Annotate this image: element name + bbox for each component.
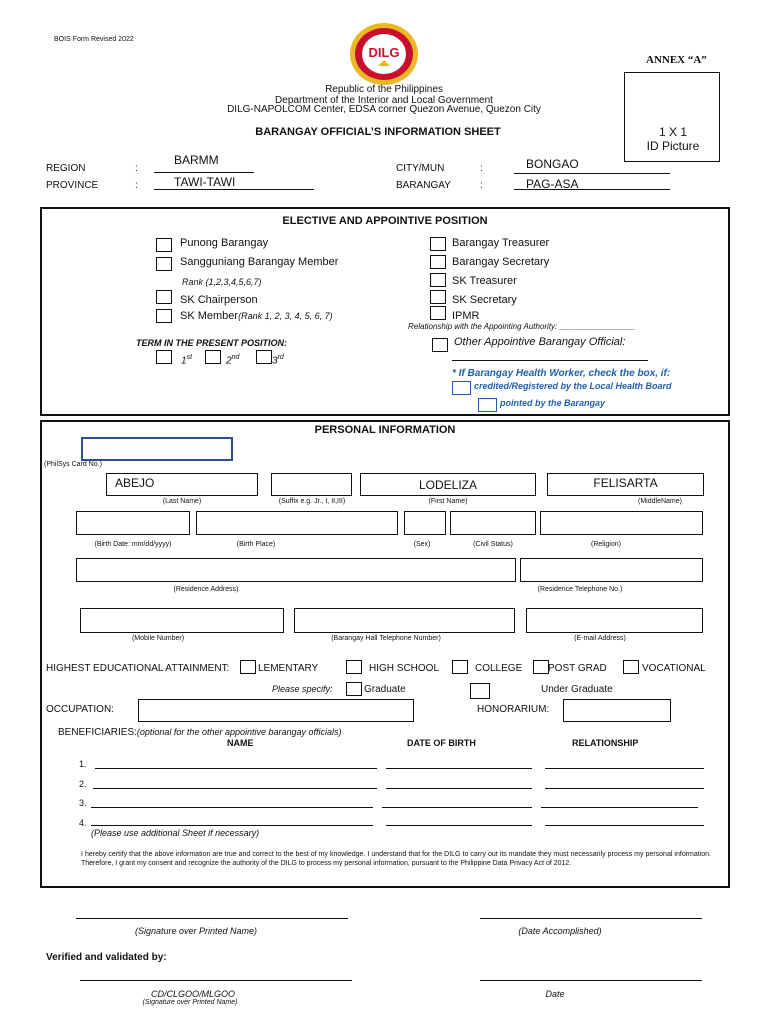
education-label: HIGHEST EDUCATIONAL ATTAINMENT: (46, 663, 230, 674)
beneficiaries-heading (58, 727, 342, 738)
term1-num: 1 (181, 355, 187, 367)
region-colon: : (135, 163, 138, 174)
term-title: TERM IN THE PRESENT POSITION: (136, 338, 288, 348)
row-1-number: 1. (79, 759, 87, 769)
sex-input[interactable] (404, 511, 446, 535)
sk-chair-checkbox[interactable] (156, 290, 172, 304)
bhw-credited-label: credited/Registered by the Local Health Board (474, 381, 672, 391)
graduate-label: Graduate (364, 684, 406, 695)
high-school-checkbox[interactable] (346, 660, 362, 674)
please-specify-label: Please specify: (272, 684, 333, 694)
sk-secretary-label: SK Secretary (452, 294, 517, 306)
birth-date-label: (Birth Date: mm/dd/yyyy) (94, 541, 172, 548)
officer-label: CD/CLGOO/MLGOO (150, 989, 235, 999)
sangguniang-checkbox[interactable] (156, 257, 172, 271)
city-value[interactable]: BONGAO (526, 157, 579, 171)
mobile-input[interactable] (80, 608, 284, 633)
middle-name-input[interactable]: FELISARTA (547, 473, 704, 496)
term3-label (272, 354, 284, 366)
residence-label: (Residence Address) (173, 586, 239, 593)
row-4-number: 4. (79, 818, 87, 828)
middle-name-label: (MiddleName) (638, 498, 682, 505)
form-revision: BOIS Form Revised 2022 (54, 36, 134, 43)
bhw-note: * If Barangay Health Worker, check the box, if: (452, 368, 671, 379)
secretary-label: Barangay Secretary (452, 256, 550, 268)
term3-sup: rd (277, 354, 284, 361)
hall-tel-input[interactable] (294, 608, 515, 633)
page-title: BARANGAY OFFICIAL’S INFORMATION SHEET (255, 126, 501, 138)
term2-label (226, 354, 239, 366)
beneficiaries-label: BENEFICIARIES: (58, 727, 137, 738)
barangay-colon: : (480, 180, 483, 191)
id-size: 1 X 1 (658, 125, 688, 139)
college-label: COLLEGE (475, 663, 523, 674)
bhw-credited-checkbox[interactable] (452, 381, 471, 395)
post-grad-checkbox[interactable] (533, 660, 549, 674)
barangay-value[interactable]: PAG-ASA (526, 177, 579, 191)
ipmr-label: IPMR (452, 310, 480, 322)
honorarium-label: HONORARIUM: (477, 704, 550, 715)
sangguniang-label: Sangguniang Barangay Member (180, 256, 339, 268)
additional-note: (Please use additional Sheet if necessary) (91, 828, 260, 838)
suffix-input[interactable] (271, 473, 352, 496)
date-label: Date (545, 989, 565, 999)
treasurer-checkbox[interactable] (430, 237, 446, 251)
republic-label: Republic of the Philippines (325, 84, 443, 95)
email-label: (E-mail Address) (574, 635, 626, 642)
rank-note: Rank (1,2,3,4,5,6,7) (182, 277, 262, 287)
graduate-checkbox[interactable] (346, 682, 362, 696)
term2-checkbox[interactable] (205, 350, 221, 364)
under-graduate-checkbox[interactable] (470, 683, 490, 699)
college-checkbox[interactable] (452, 660, 468, 674)
bhw-appointed-label: pointed by the Barangay (500, 398, 606, 408)
birth-date-input[interactable] (76, 511, 190, 535)
post-grad-label: POST GRAD (548, 663, 607, 674)
civil-status-input[interactable] (450, 511, 536, 535)
sk-member-checkbox[interactable] (156, 309, 172, 323)
last-name-label: (Last Name) (162, 498, 202, 505)
col-name: NAME (227, 738, 254, 748)
certification-text: I hereby certify that the above information are true and correct to the best of my knowledge. I understand that for the DILG to carry out its mandate they must necessarily process my personal information. Therefore, I grant my consent and recognize the authority of the DILG to process my personal information, pursuant to the Philippine Data Privacy Act of 2012. (81, 851, 711, 867)
residence-input[interactable] (76, 558, 516, 582)
ipmr-checkbox[interactable] (430, 306, 446, 320)
mobile-label: (Mobile Number) (131, 635, 185, 642)
religion-label: (Religion) (591, 541, 621, 548)
annex-label: ANNEX “A” (646, 54, 707, 66)
term1-sup: st (186, 354, 193, 361)
bhw-appointed-checkbox[interactable] (478, 398, 497, 412)
philsys-input[interactable] (81, 437, 233, 461)
civil-status-label: (Civil Status) (473, 541, 513, 548)
region-label: REGION (46, 163, 86, 174)
barangay-label: BARANGAY (396, 180, 451, 191)
region-value[interactable]: BARMM (174, 153, 219, 167)
hall-tel-label: (Barangay Hall Telephone Number) (331, 635, 441, 642)
row-3-number: 3. (79, 798, 87, 808)
relationship-label: Relationship with the Appointing Authority: _________________ (408, 322, 636, 331)
col-dob: DATE OF BIRTH (407, 738, 476, 748)
term3-checkbox[interactable] (256, 350, 272, 364)
svg-text:DILG: DILG (368, 45, 400, 60)
under-graduate-label: Under Graduate (541, 684, 613, 695)
vocational-checkbox[interactable] (623, 660, 639, 674)
email-input[interactable] (526, 608, 703, 633)
first-name-label: (First Name) (428, 498, 468, 505)
birth-place-label: (Birth Place) (236, 541, 276, 548)
res-tel-label: (Residence Telephone No.) (537, 586, 623, 593)
elementary-checkbox[interactable] (240, 660, 256, 674)
signature-label: (Signature over Printed Name) (134, 926, 258, 936)
punong-checkbox[interactable] (156, 238, 172, 252)
province-value[interactable]: TAWI-TAWI (174, 175, 236, 189)
birth-place-input[interactable] (196, 511, 398, 535)
res-tel-input[interactable] (520, 558, 703, 582)
other-appointive-label: Other Appointive Barangay Official: (454, 336, 626, 348)
term3-num: 3 (272, 355, 278, 367)
sk-chair-label: SK Chairperson (180, 294, 258, 306)
sk-member-label (180, 310, 333, 322)
row-2-number: 2. (79, 779, 87, 789)
id-picture-box[interactable] (624, 72, 720, 162)
suffix-label: (Suffix e.g. Jr., I, II,III) (278, 498, 346, 505)
first-name-input[interactable]: LODELIZA (360, 473, 536, 496)
term1-checkbox[interactable] (156, 350, 172, 364)
last-name-input[interactable]: ABEJO (106, 473, 258, 496)
city-colon: : (480, 163, 483, 174)
term2-sup: nd (231, 354, 240, 361)
positions-title: ELECTIVE AND APPOINTIVE POSITION (282, 215, 488, 227)
other-appointive-checkbox[interactable] (432, 338, 448, 352)
high-school-label: HIGH SCHOOL (369, 663, 440, 674)
occupation-label: OCCUPATION: (46, 704, 114, 715)
dilg-logo (348, 22, 420, 86)
occupation-input[interactable] (138, 699, 414, 722)
punong-label: Punong Barangay (180, 237, 269, 249)
date-accomplished-label: (Date Accomplished) (518, 926, 602, 936)
verified-label: Verified and validated by: (46, 952, 167, 963)
treasurer-label: Barangay Treasurer (452, 237, 550, 249)
department-label: Department of the Interior and Local Government (275, 95, 493, 106)
officer-signature-label: (Signature over Printed Name) (142, 999, 238, 1006)
province-label: PROVINCE (46, 180, 99, 191)
id-picture-label: ID Picture (646, 139, 700, 153)
address-label: DILG-NAPOLCOM Center, EDSA corner Quezon Avenue, Quezon City (227, 104, 541, 115)
term2-num: 2 (226, 355, 232, 367)
col-rel: RELATIONSHIP (572, 738, 639, 748)
philsys-label: (PhilSys Card No.) (44, 461, 102, 468)
elementary-label: LEMENTARY (258, 663, 319, 674)
secretary-checkbox[interactable] (430, 255, 446, 269)
sk-member-rank: (Rank 1, 2, 3, 4, 5, 6, 7) (238, 311, 333, 321)
sk-secretary-checkbox[interactable] (430, 290, 446, 304)
vocational-label: VOCATIONAL (642, 663, 706, 674)
sk-treasurer-checkbox[interactable] (430, 273, 446, 287)
sk-treasurer-label: SK Treasurer (452, 275, 517, 287)
term1-label (181, 354, 192, 366)
province-colon: : (135, 180, 138, 191)
sex-label: (Sex) (413, 541, 431, 548)
religion-input[interactable] (540, 511, 703, 535)
sk-member-text: SK Member (180, 310, 239, 322)
honorarium-input[interactable] (563, 699, 671, 722)
beneficiaries-note: (optional for the other appointive barangay officials) (136, 727, 342, 737)
personal-title: PERSONAL INFORMATION (314, 424, 456, 436)
city-label: CITY/MUN (396, 163, 445, 174)
